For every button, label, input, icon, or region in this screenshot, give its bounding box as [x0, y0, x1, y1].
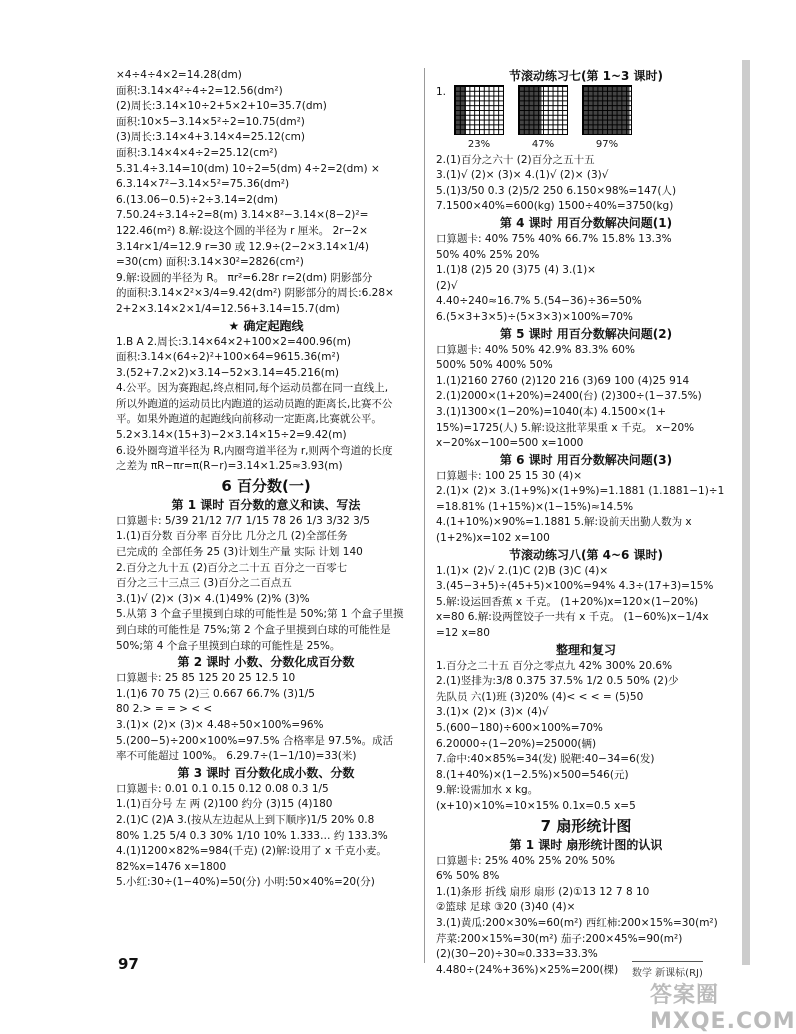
scan-edge: [742, 60, 750, 965]
answer-line: 5.31.4÷3.14=10(dm) 10÷2=5(dm) 4÷2=2(dm) ×: [116, 162, 380, 175]
footer-tag: 数学 新课标(RJ): [632, 961, 703, 979]
answer-line: 5.解:设运回香蕉 x 千克。 (1+20%)x=120×(1−20%): [436, 595, 699, 608]
answer-line: 先队员 六(1)班 (3)20% (4)< < < = (5)50: [436, 690, 644, 703]
answer-line: 4.(1+10%)×90%=1.1881 5.解:设前天出勤人数为 x: [436, 516, 692, 529]
question-number: 1.: [436, 86, 447, 98]
answer-line: 1.(1)8 (2)5 20 (3)75 (4) 3.(1)×: [436, 264, 596, 277]
answer-line: 6.(13.06−0.5)÷2÷3.14=2(dm): [116, 193, 278, 206]
section-title: 第 3 课时 百分数化成小数、分数: [177, 765, 355, 780]
answer-line: 6.设外圈弯道半径为 R,内圈弯道半径为 r,则两个弯道的长度: [116, 444, 393, 457]
answer-line: 芹菜:200×15%=30(m²) 茄子:200×45%=90(m²): [436, 932, 683, 945]
answer-line: 2.(1)C (2)A 3.(按从左边起从上到下顺序)1/5 20% 0.8: [116, 813, 375, 826]
answer-line: 3.14r×1/4=12.9 r=30 或 12.9÷(2−2×3.14×1/4): [116, 240, 369, 253]
answer-line: 5.小红:30÷(1−40%)=50(分) 小明:50×40%=20(分): [116, 876, 375, 889]
answer-line: 面积:3.14×4×4÷2=25.12(cm²): [116, 146, 278, 159]
section-title: 第 5 课时 用百分数解决问题(2): [499, 326, 673, 341]
answer-line: 6.(5×3+3×5)÷(5×3×3)×100%=70%: [436, 310, 633, 323]
answer-line: 3.(1)× (2)× (3)× 4.48÷50×100%=96%: [116, 718, 324, 731]
answer-line: 口算题卡: 25% 40% 25% 20% 50%: [436, 854, 615, 867]
hundred-grid: [582, 85, 632, 135]
grid-item: [518, 85, 568, 153]
section-title: 第 1 课时 扇形统计图的认识: [509, 837, 663, 852]
answer-line: 2+2×3.14×2×1/4=12.56+3.14=15.7(dm): [116, 302, 340, 315]
hundred-grid: [454, 85, 504, 135]
answer-line: 1.(1)百分号 左 两 (2)100 约分 (3)15 (4)180: [116, 798, 333, 811]
section-title: ★ 确定起跑线: [228, 318, 304, 333]
column-divider: [424, 68, 425, 963]
grid-caption: 97%: [595, 139, 619, 150]
answer-line: 3.(52+7.2×2)×3.14−52×3.14=45.216(m): [116, 366, 340, 379]
answer-line: x−20%x−100=500 x=1000: [436, 437, 584, 450]
answer-line: x=80 6.解:设两筐饺子一共有 x 千克。 (1−60%)x−1/4x: [436, 611, 709, 624]
answer-line: 2.(1)2000×(1+20%)=2400(台) (2)300÷(1−37.5%): [436, 390, 702, 403]
answer-line: 1.(1)2160 2760 (2)120 216 (3)69 100 (4)25 914: [436, 374, 690, 387]
answer-line: 5.(1)3/50 0.3 (2)5/2 250 6.150×98%=147(人): [436, 184, 677, 197]
answer-line: 6.3.14×7²−3.14×5²=75.36(dm²): [116, 178, 290, 191]
answer-line: (x+10)×10%=10×15% 0.1x=0.5 x=5: [436, 799, 636, 812]
answer-line: =12 x=80: [436, 627, 490, 640]
answer-line: 9.解:设圆的半径为 R。 πr²=6.28r r=2(dm) 阴影部分: [116, 271, 373, 284]
answer-line: 4.公平。因为赛跑起,终点相同,每个运动员都在同一直线上,: [116, 382, 389, 395]
page-number: 97: [118, 955, 139, 973]
answer-line: 15%)=1725(人) 5.解:设这批苹果重 x 千克。 x−20%: [436, 421, 695, 434]
answer-line: 面积:10×5−3.14×5²÷2=10.75(dm²): [116, 115, 305, 128]
answer-line: ×4÷4÷4×2=14.28(dm): [116, 69, 242, 81]
answer-line: 所以外跑道的运动员比内跑道的运动员跑的距离长,比赛不公: [116, 397, 393, 410]
grid-item: [454, 85, 504, 153]
answer-line: 2.(1)× (2)× 3.(1+9%)×(1+9%)=1.1881 (1.1881−1)÷1: [436, 485, 725, 498]
answer-line: 率不可能超过 100%。 6.29.7÷(1−1/10)=33(米): [116, 750, 357, 763]
answer-line: 5.从第 3 个盒子里摸到白球的可能性是 50%;第 1 个盒子里摸: [116, 608, 404, 621]
question-1: [436, 85, 736, 153]
answer-line: 122.46(m²) 8.解:设这个圆的半径为 r 厘米。 2r−2×: [116, 224, 368, 237]
answer-line: 1.百分之二十五 百分之零点九 42% 300% 20.6%: [436, 659, 673, 672]
answer-line: 6% 50% 8%: [436, 870, 500, 883]
hundred-grids: [454, 85, 632, 153]
answer-line: =30(cm) 面积:3.14×30²=2826(cm²): [116, 256, 304, 269]
answer-line: 7.1500×40%=600(kg) 1500÷40%=3750(kg): [436, 200, 674, 213]
hundred-grid: [518, 85, 568, 135]
answer-line: 80% 1.25 5/4 0.3 30% 1/10 10% 1.333… 约 133.3%: [116, 829, 388, 842]
section-title: 第 4 课时 用百分数解决问题(1): [499, 215, 673, 230]
right-lines: [436, 153, 736, 979]
answer-line: (2)周长:3.14×10÷2+5×2+10=35.7(dm): [116, 100, 327, 113]
grid-item: [582, 85, 632, 153]
answer-line: 3.(1)√ (2)× (3)× 4.(1)49% (2)% (3)%: [116, 592, 310, 605]
answer-line: =18.81% (1+15%)×(1−15%)≈14.5%: [436, 500, 634, 513]
answer-line: 1.(1)百分数 百分率 百分比 几分之几 (2)全部任务: [116, 530, 348, 543]
watermark: 答案圈 MXQE.COM: [650, 983, 796, 1034]
answer-line: 之差为 πR−πr=π(R−r)=3.14×1.25≈3.93(m): [116, 460, 343, 473]
answer-line: ②篮球 足球 ③20 (3)40 (4)×: [436, 901, 576, 914]
answer-line: 9.解:设需加水 x kg。: [436, 784, 539, 797]
answer-line: 面积:3.14×4²÷4÷2=12.56(dm²): [116, 84, 283, 97]
answer-line: 1.(1)× (2)√ 2.(1)C (2)B (3)C (4)×: [436, 564, 609, 577]
answer-line: 5.(200−5)÷200×100%=97.5% 合格率是 97.5%。成活: [116, 734, 394, 747]
answer-line: 2.百分之九十五 (2)百分之二十五 百分之一百零七: [116, 561, 348, 574]
answer-line: 口算题卡: 0.01 0.1 0.15 0.12 0.08 0.3 1/5: [116, 782, 329, 795]
section-title: 整理和复习: [555, 642, 616, 657]
answer-line: 口算题卡: 40% 50% 42.9% 83.3% 60%: [436, 343, 635, 356]
answer-line: (2)√: [436, 279, 458, 292]
chapter-title: 7 扇形统计图: [540, 816, 632, 835]
answer-line: 4.(1)1200×82%=984(千克) (2)解:设用了 x 千克小麦。: [116, 845, 387, 858]
section-title: 节滚动练习七(第 1~3 课时): [508, 69, 664, 83]
answer-line: 3.(45−3+5)÷(45+5)×100%=94% 4.3÷(17+3)=15%: [436, 580, 714, 593]
answer-line: 1.(1)条形 折线 扇形 扇形 (2)①13 12 7 8 10: [436, 885, 650, 898]
answer-line: 50%;第 4 个盒子里摸到白球的可能性是 25%。: [116, 639, 341, 652]
answer-line: 到白球的可能性是 75%;第 2 个盒子里摸到白球的可能性是: [116, 624, 391, 636]
answer-line: 4.480÷(24%+36%)×25%=200(棵): [436, 963, 619, 976]
answer-line: 的面积:3.14×2²×3/4=9.42(dm²) 阴影部分的周长:6.28×: [116, 287, 394, 300]
answer-line: 6.20000÷(1−20%)=25000(辆): [436, 737, 597, 750]
answer-line: 口算题卡: 100 25 15 30 (4)×: [436, 469, 583, 482]
answer-line: 3.(1)× (2)× (3)× (4)√: [436, 706, 549, 719]
answer-line: 8.(1+40%)×(1−2.5%)×500=546(元): [436, 768, 629, 781]
answer-line: 5.(600−180)÷600×100%=70%: [436, 722, 603, 734]
answer-line: 5.2×3.14×(15+3)−2×3.14×15÷2=9.42(m): [116, 429, 347, 442]
answer-line: 面积:3.14×(64÷2)²+100×64=9615.36(m²): [116, 351, 340, 364]
answer-line: 3.(1)1300×(1−20%)=1040(本) 4.1500×(1+: [436, 405, 667, 418]
answer-line: 82%x=1476 x=1800: [116, 860, 227, 873]
answer-line: 平。如果外跑道的起跑线向前移动一定距离,比赛就公平。: [116, 413, 382, 426]
left-column: [116, 68, 416, 891]
answer-line: 2.(1)百分之六十 (2)百分之五十五: [436, 153, 595, 166]
answer-line: 1.B A 2.周长:3.14×64×2+100×2=400.96(m): [116, 335, 351, 348]
right-column: [436, 68, 736, 978]
answer-line: 百分之三十三点三 (3)百分之二百点五: [116, 577, 292, 590]
section-title: 节滚动练习八(第 4~6 课时): [508, 547, 664, 562]
section-title: 第 1 课时 百分数的意义和读、写法: [171, 497, 361, 512]
section-title: 第 2 课时 小数、分数化成百分数: [177, 655, 355, 670]
answer-line: (1+2%)x=102 x=100: [436, 532, 550, 545]
answer-line: 7.50.24÷3.14÷2=8(m) 3.14×8²−3.14×(8−2)²=: [116, 209, 369, 222]
answer-line: (3)周长:3.14×4+3.14×4=25.12(cm): [116, 131, 305, 144]
answer-line: 3.(1)黄瓜:200×30%=60(m²) 西红柿:200×15%=30(m²): [436, 916, 718, 929]
answer-line: 3.(1)√ (2)× (3)× 4.(1)√ (2)× (3)√: [436, 169, 609, 182]
answer-line: 80 2.> = = > < <: [116, 703, 213, 716]
answer-line: 口算题卡: 40% 75% 40% 66.7% 15.8% 13.3%: [436, 232, 672, 245]
answer-line: 2.(1)竖排为:3/8 0.375 37.5% 1/2 0.5 50% (2)少: [436, 675, 679, 688]
answer-line: 4.40÷240≈16.7% 5.(54−36)÷36=50%: [436, 295, 642, 308]
answer-line: 500% 50% 400% 50%: [436, 359, 553, 372]
answer-line: 已完成的 全部任务 25 (3)计划生产量 实际 计划 140: [116, 546, 363, 559]
answer-line: 7.命中:40×85%=34(发) 脱靶:40−34=6(发): [436, 753, 655, 766]
answer-line: 口算题卡: 25 85 125 20 25 12.5 10: [116, 672, 296, 685]
answer-line: 口算题卡: 5/39 21/12 7/7 1/15 78 26 1/3 3/32 3/5: [116, 514, 370, 527]
answer-line: (2)(30−20)÷30≈0.333=33.3%: [436, 948, 598, 961]
section-title: 第 6 课时 用百分数解决问题(3): [499, 452, 673, 467]
grid-caption: 47%: [531, 139, 555, 150]
answer-line: 1.(1)6 70 75 (2)三 0.667 66.7% (3)1/5: [116, 687, 315, 700]
grid-caption: 23%: [467, 139, 491, 150]
chapter-title: 6 百分数(一): [221, 476, 311, 495]
answer-line: 50% 40% 25% 20%: [436, 248, 540, 261]
